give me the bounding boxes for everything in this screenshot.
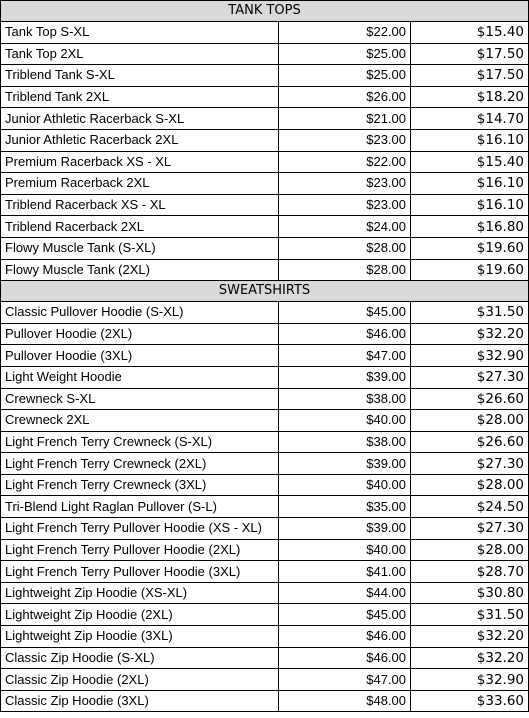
table-row bbox=[1, 474, 529, 496]
item-name-cell: Pullover Hoodie (2XL) bbox=[1, 323, 279, 345]
item-name-cell: Light French Terry Pullover Hoodie (XS - XL) bbox=[1, 518, 279, 540]
discount-price-cell: $24.50 bbox=[411, 496, 529, 518]
price-cell: $23.00 bbox=[279, 194, 411, 216]
price-cell: $22.00 bbox=[279, 151, 411, 173]
item-name-cell: Classic Zip Hoodie (S-XL) bbox=[1, 647, 279, 669]
item-name-cell: Triblend Racerback 2XL bbox=[1, 216, 279, 238]
item-name-cell: Light Weight Hoodie bbox=[1, 366, 279, 388]
table-row bbox=[1, 366, 529, 388]
price-cell: $23.00 bbox=[279, 129, 411, 151]
price-cell: $21.00 bbox=[279, 108, 411, 130]
item-name-cell: Crewneck S-XL bbox=[1, 388, 279, 410]
discount-price-cell: $16.10 bbox=[411, 129, 529, 151]
item-name-cell: Tri-Blend Light Raglan Pullover (S-L) bbox=[1, 496, 279, 518]
item-name-cell: Light French Terry Pullover Hoodie (2XL) bbox=[1, 539, 279, 561]
item-name-cell: Classic Zip Hoodie (3XL) bbox=[1, 690, 279, 712]
price-cell: $39.00 bbox=[279, 366, 411, 388]
price-cell: $24.00 bbox=[279, 216, 411, 238]
item-name-cell: Classic Zip Hoodie (2XL) bbox=[1, 669, 279, 691]
price-cell: $28.00 bbox=[279, 259, 411, 281]
item-name-cell: Premium Racerback 2XL bbox=[1, 173, 279, 195]
price-cell: $39.00 bbox=[279, 518, 411, 540]
item-name-cell: Lightweight Zip Hoodie (3XL) bbox=[1, 626, 279, 648]
table-row bbox=[1, 194, 529, 216]
item-name-cell: Triblend Tank S-XL bbox=[1, 65, 279, 87]
discount-price-cell: $31.50 bbox=[411, 302, 529, 324]
item-name-cell: Crewneck 2XL bbox=[1, 410, 279, 432]
section-header-row bbox=[1, 281, 529, 302]
table-row bbox=[1, 388, 529, 410]
discount-price-cell: $28.70 bbox=[411, 561, 529, 583]
price-cell: $40.00 bbox=[279, 474, 411, 496]
table-row bbox=[1, 690, 529, 712]
discount-price-cell: $19.60 bbox=[411, 259, 529, 281]
table-row bbox=[1, 496, 529, 518]
item-name-cell: Lightweight Zip Hoodie (2XL) bbox=[1, 604, 279, 626]
table-row bbox=[1, 561, 529, 583]
item-name-cell: Triblend Tank 2XL bbox=[1, 86, 279, 108]
table-row bbox=[1, 86, 529, 108]
item-name-cell: Lightweight Zip Hoodie (XS-XL) bbox=[1, 582, 279, 604]
item-name-cell: Light French Terry Pullover Hoodie (3XL) bbox=[1, 561, 279, 583]
price-cell: $39.00 bbox=[279, 453, 411, 475]
item-name-cell: Triblend Racerback XS - XL bbox=[1, 194, 279, 216]
discount-price-cell: $28.00 bbox=[411, 539, 529, 561]
discount-price-cell: $32.20 bbox=[411, 647, 529, 669]
discount-price-cell: $31.50 bbox=[411, 604, 529, 626]
section-title: TANK TOPS bbox=[1, 1, 529, 22]
table-row bbox=[1, 65, 529, 87]
item-name-cell: Flowy Muscle Tank (S-XL) bbox=[1, 237, 279, 259]
discount-price-cell: $28.00 bbox=[411, 410, 529, 432]
price-cell: $44.00 bbox=[279, 582, 411, 604]
price-cell: $48.00 bbox=[279, 690, 411, 712]
price-cell: $41.00 bbox=[279, 561, 411, 583]
discount-price-cell: $16.10 bbox=[411, 194, 529, 216]
table-row bbox=[1, 626, 529, 648]
discount-price-cell: $26.60 bbox=[411, 431, 529, 453]
discount-price-cell: $15.40 bbox=[411, 22, 529, 44]
table-row bbox=[1, 453, 529, 475]
table-row bbox=[1, 237, 529, 259]
price-cell: $46.00 bbox=[279, 323, 411, 345]
discount-price-cell: $19.60 bbox=[411, 237, 529, 259]
table-row bbox=[1, 647, 529, 669]
table-row bbox=[1, 216, 529, 238]
discount-price-cell: $28.00 bbox=[411, 474, 529, 496]
price-cell: $22.00 bbox=[279, 22, 411, 44]
price-cell: $23.00 bbox=[279, 173, 411, 195]
item-name-cell: Junior Athletic Racerback S-XL bbox=[1, 108, 279, 130]
price-cell: $45.00 bbox=[279, 604, 411, 626]
item-name-cell: Flowy Muscle Tank (2XL) bbox=[1, 259, 279, 281]
discount-price-cell: $26.60 bbox=[411, 388, 529, 410]
table-row bbox=[1, 431, 529, 453]
item-name-cell: Pullover Hoodie (3XL) bbox=[1, 345, 279, 367]
item-name-cell: Light French Terry Crewneck (2XL) bbox=[1, 453, 279, 475]
price-cell: $26.00 bbox=[279, 86, 411, 108]
discount-price-cell: $14.70 bbox=[411, 108, 529, 130]
discount-price-cell: $18.20 bbox=[411, 86, 529, 108]
price-cell: $47.00 bbox=[279, 669, 411, 691]
table-row bbox=[1, 518, 529, 540]
price-cell: $46.00 bbox=[279, 647, 411, 669]
price-cell: $45.00 bbox=[279, 302, 411, 324]
discount-price-cell: $32.20 bbox=[411, 626, 529, 648]
discount-price-cell: $32.90 bbox=[411, 345, 529, 367]
item-name-cell: Premium Racerback XS - XL bbox=[1, 151, 279, 173]
table-row bbox=[1, 669, 529, 691]
discount-price-cell: $30.80 bbox=[411, 582, 529, 604]
price-cell: $25.00 bbox=[279, 65, 411, 87]
table-row bbox=[1, 151, 529, 173]
price-cell: $38.00 bbox=[279, 431, 411, 453]
price-cell: $40.00 bbox=[279, 410, 411, 432]
discount-price-cell: $32.90 bbox=[411, 669, 529, 691]
item-name-cell: Tank Top 2XL bbox=[1, 43, 279, 65]
table-row bbox=[1, 302, 529, 324]
discount-price-cell: $27.30 bbox=[411, 518, 529, 540]
price-cell: $25.00 bbox=[279, 43, 411, 65]
table-row bbox=[1, 129, 529, 151]
table-row bbox=[1, 582, 529, 604]
discount-price-cell: $17.50 bbox=[411, 43, 529, 65]
item-name-cell: Classic Pullover Hoodie (S-XL) bbox=[1, 302, 279, 324]
section-header-row bbox=[1, 1, 529, 22]
price-cell: $46.00 bbox=[279, 626, 411, 648]
table-row bbox=[1, 410, 529, 432]
discount-price-cell: $16.80 bbox=[411, 216, 529, 238]
section-title: SWEATSHIRTS bbox=[1, 281, 529, 302]
price-cell: $38.00 bbox=[279, 388, 411, 410]
item-name-cell: Junior Athletic Racerback 2XL bbox=[1, 129, 279, 151]
item-name-cell: Light French Terry Crewneck (3XL) bbox=[1, 474, 279, 496]
table-row bbox=[1, 345, 529, 367]
discount-price-cell: $32.20 bbox=[411, 323, 529, 345]
table-row bbox=[1, 539, 529, 561]
discount-price-cell: $33.60 bbox=[411, 690, 529, 712]
table-row bbox=[1, 173, 529, 195]
table-row bbox=[1, 22, 529, 44]
item-name-cell: Tank Top S-XL bbox=[1, 22, 279, 44]
discount-price-cell: $27.30 bbox=[411, 453, 529, 475]
item-name-cell: Light French Terry Crewneck (S-XL) bbox=[1, 431, 279, 453]
discount-price-cell: $27.30 bbox=[411, 366, 529, 388]
table-row bbox=[1, 604, 529, 626]
price-cell: $28.00 bbox=[279, 237, 411, 259]
price-cell: $35.00 bbox=[279, 496, 411, 518]
table-row bbox=[1, 108, 529, 130]
discount-price-cell: $17.50 bbox=[411, 65, 529, 87]
price-cell: $40.00 bbox=[279, 539, 411, 561]
table-row bbox=[1, 43, 529, 65]
price-table-body bbox=[1, 1, 529, 712]
discount-price-cell: $16.10 bbox=[411, 173, 529, 195]
price-cell: $47.00 bbox=[279, 345, 411, 367]
table-row bbox=[1, 259, 529, 281]
discount-price-cell: $15.40 bbox=[411, 151, 529, 173]
table-row bbox=[1, 323, 529, 345]
